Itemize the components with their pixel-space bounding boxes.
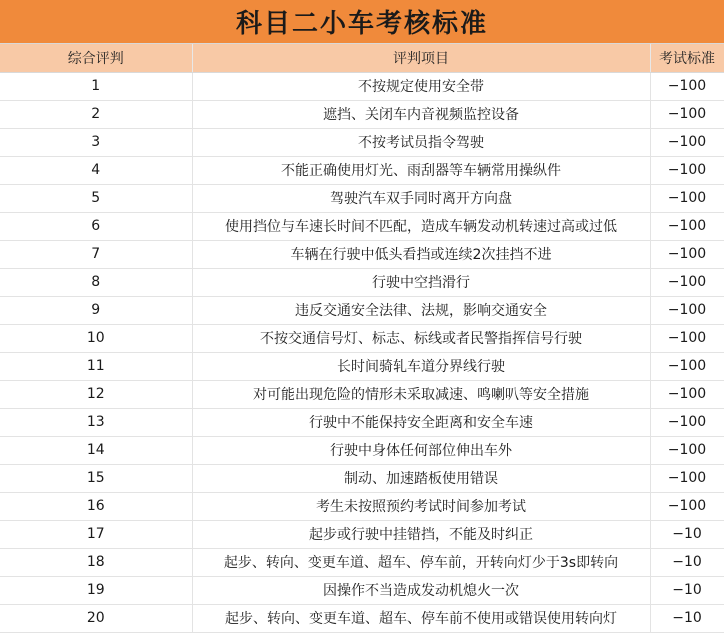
row-number: 4: [0, 156, 192, 184]
row-item: 起步、转向、变更车道、超车、停车前，开转向灯少于3s即转向: [192, 548, 650, 576]
table-row: [0, 324, 724, 352]
row-item: 车辆在行驶中低头看挡或连续2次挂挡不进: [192, 240, 650, 268]
table-row: [0, 240, 724, 268]
row-number: 13: [0, 408, 192, 436]
row-item: 驾驶汽车双手同时离开方向盘: [192, 184, 650, 212]
row-score: −100: [650, 408, 724, 436]
row-item: 因操作不当造成发动机熄火一次: [192, 576, 650, 604]
row-score: −100: [650, 464, 724, 492]
table-row: [0, 576, 724, 604]
row-score: −100: [650, 212, 724, 240]
row-number: 18: [0, 548, 192, 576]
header-judgment: 综合评判: [0, 44, 192, 72]
table-row: [0, 548, 724, 576]
table-row: [0, 268, 724, 296]
header-standard: 考试标准: [650, 44, 724, 72]
table-row: [0, 352, 724, 380]
row-item: 遮挡、关闭车内音视频监控设备: [192, 100, 650, 128]
header-row: [0, 44, 724, 72]
table-row: [0, 156, 724, 184]
row-number: 3: [0, 128, 192, 156]
table-row: [0, 492, 724, 520]
row-item: 起步或行驶中挂错挡，不能及时纠正: [192, 520, 650, 548]
row-score: −10: [650, 520, 724, 548]
row-item: 行驶中空挡滑行: [192, 268, 650, 296]
row-score: −10: [650, 576, 724, 604]
row-score: −10: [650, 604, 724, 632]
row-score: −100: [650, 156, 724, 184]
table-row: [0, 380, 724, 408]
row-number: 11: [0, 352, 192, 380]
table-body: [0, 72, 724, 632]
row-item: 使用挡位与车速长时间不匹配，造成车辆发动机转速过高或过低: [192, 212, 650, 240]
row-number: 5: [0, 184, 192, 212]
page-title: 科目二小车考核标准: [235, 9, 488, 39]
row-score: −100: [650, 240, 724, 268]
table-row: [0, 184, 724, 212]
row-item: 违反交通安全法律、法规，影响交通安全: [192, 296, 650, 324]
row-item: 起步、转向、变更车道、超车、停车前不使用或错误使用转向灯: [192, 604, 650, 632]
table-row: [0, 464, 724, 492]
row-number: 15: [0, 464, 192, 492]
row-item: 行驶中身体任何部位伸出车外: [192, 436, 650, 464]
table-row: [0, 72, 724, 100]
row-number: 9: [0, 296, 192, 324]
row-item: 行驶中不能保持安全距离和安全车速: [192, 408, 650, 436]
row-score: −100: [650, 352, 724, 380]
row-number: 1: [0, 72, 192, 100]
table-row: [0, 296, 724, 324]
table-row: [0, 212, 724, 240]
row-item: 长时间骑轧车道分界线行驶: [192, 352, 650, 380]
row-score: −100: [650, 492, 724, 520]
row-score: −100: [650, 100, 724, 128]
row-item: 不按交通信号灯、标志、标线或者民警指挥信号行驶: [192, 324, 650, 352]
row-number: 10: [0, 324, 192, 352]
row-score: −100: [650, 72, 724, 100]
row-item: 不按考试员指令驾驶: [192, 128, 650, 156]
row-score: −100: [650, 324, 724, 352]
table-row: [0, 436, 724, 464]
row-number: 2: [0, 100, 192, 128]
row-score: −100: [650, 436, 724, 464]
title-bar: [0, 0, 724, 44]
table-row: [0, 604, 724, 632]
row-score: −100: [650, 296, 724, 324]
table-row: [0, 128, 724, 156]
row-number: 16: [0, 492, 192, 520]
row-number: 6: [0, 212, 192, 240]
table-row: [0, 408, 724, 436]
row-item: 不按规定使用安全带: [192, 72, 650, 100]
row-number: 7: [0, 240, 192, 268]
row-item: 对可能出现危险的情形未采取减速、鸣喇叭等安全措施: [192, 380, 650, 408]
row-score: −100: [650, 268, 724, 296]
row-number: 19: [0, 576, 192, 604]
row-score: −100: [650, 184, 724, 212]
row-number: 17: [0, 520, 192, 548]
row-score: −100: [650, 128, 724, 156]
row-item: 不能正确使用灯光、雨刮器等车辆常用操纵件: [192, 156, 650, 184]
row-item: 考生未按照预约考试时间参加考试: [192, 492, 650, 520]
row-score: −100: [650, 380, 724, 408]
row-number: 14: [0, 436, 192, 464]
row-item: 制动、加速踏板使用错误: [192, 464, 650, 492]
table-row: [0, 100, 724, 128]
row-number: 8: [0, 268, 192, 296]
row-number: 20: [0, 604, 192, 632]
row-score: −10: [650, 548, 724, 576]
row-number: 12: [0, 380, 192, 408]
standards-table: [0, 44, 724, 633]
header-item: 评判项目: [192, 44, 650, 72]
table-row: [0, 520, 724, 548]
